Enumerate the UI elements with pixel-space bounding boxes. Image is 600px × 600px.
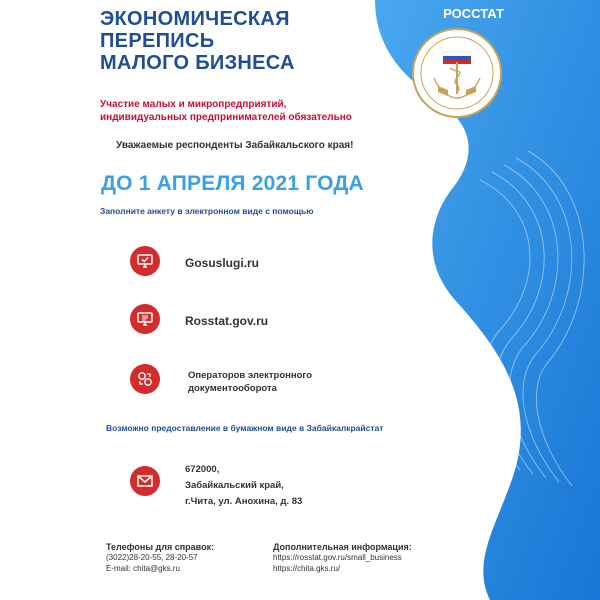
postal-address [185, 462, 302, 510]
title-line-2: ПЕРЕПИСЬ [100, 30, 215, 52]
monitor-document-glyph [135, 309, 155, 329]
rosstat-emblem-icon [412, 28, 502, 118]
document-exchange-icon [130, 364, 160, 394]
address-line-1: 672000, [185, 464, 220, 475]
title-line-1: ЭКОНОМИЧЕСКАЯ [100, 8, 290, 30]
monitor-check-glyph [135, 251, 155, 271]
fill-instruction: Заполните анкету в электронном виде с помощью [100, 206, 314, 216]
edo-line-1: Операторов электронного [188, 370, 313, 381]
title-line-3: МАЛОГО БИЗНЕСА [100, 52, 295, 74]
phones-title: Телефоны для справок: [106, 542, 215, 552]
phones-value: (3022)28-20-55, 28-20-57 [106, 553, 198, 562]
option-gosuslugi[interactable]: Gosuslugi.ru [185, 256, 260, 270]
document-exchange-glyph [135, 369, 155, 389]
notice-line-2: индивидуальных предпринимателей обязательно [100, 112, 352, 123]
footer-phones [106, 542, 214, 574]
page-title [100, 8, 295, 74]
address-line-3: г.Чита, ул. Анохина, д. 83 [185, 496, 303, 507]
monitor-check-icon [130, 246, 160, 276]
mail-envelope-icon [130, 466, 160, 496]
greeting-text: Уважаемые респонденты Забайкальского края! [116, 140, 354, 151]
notice-line-1: Участие малых и микропредприятий, [100, 99, 287, 110]
option-edo [188, 369, 312, 395]
rosstat-brand-label: РОССТАТ [443, 6, 504, 21]
mail-envelope-glyph [135, 471, 155, 491]
info-title: Дополнительная информация: [273, 542, 412, 552]
paper-submission-text: Возможно предоставление в бумажном виде в Забайкалкрайстат [106, 423, 384, 433]
email-value[interactable]: E-mail: chita@gks.ru [106, 564, 180, 573]
mandatory-notice [100, 98, 352, 124]
link-small-business[interactable]: https://rosstat.gov.ru/small_business [273, 553, 402, 562]
option-rosstat[interactable]: Rosstat.gov.ru [185, 314, 269, 328]
address-line-2: Забайкальский край, [185, 480, 284, 491]
edo-line-2: документооборота [188, 383, 277, 394]
link-chita[interactable]: https://chita.gks.ru/ [273, 564, 341, 573]
footer-info [273, 542, 412, 574]
deadline-heading: ДО 1 АПРЕЛЯ 2021 ГОДА [101, 172, 364, 195]
monitor-document-icon [130, 304, 160, 334]
